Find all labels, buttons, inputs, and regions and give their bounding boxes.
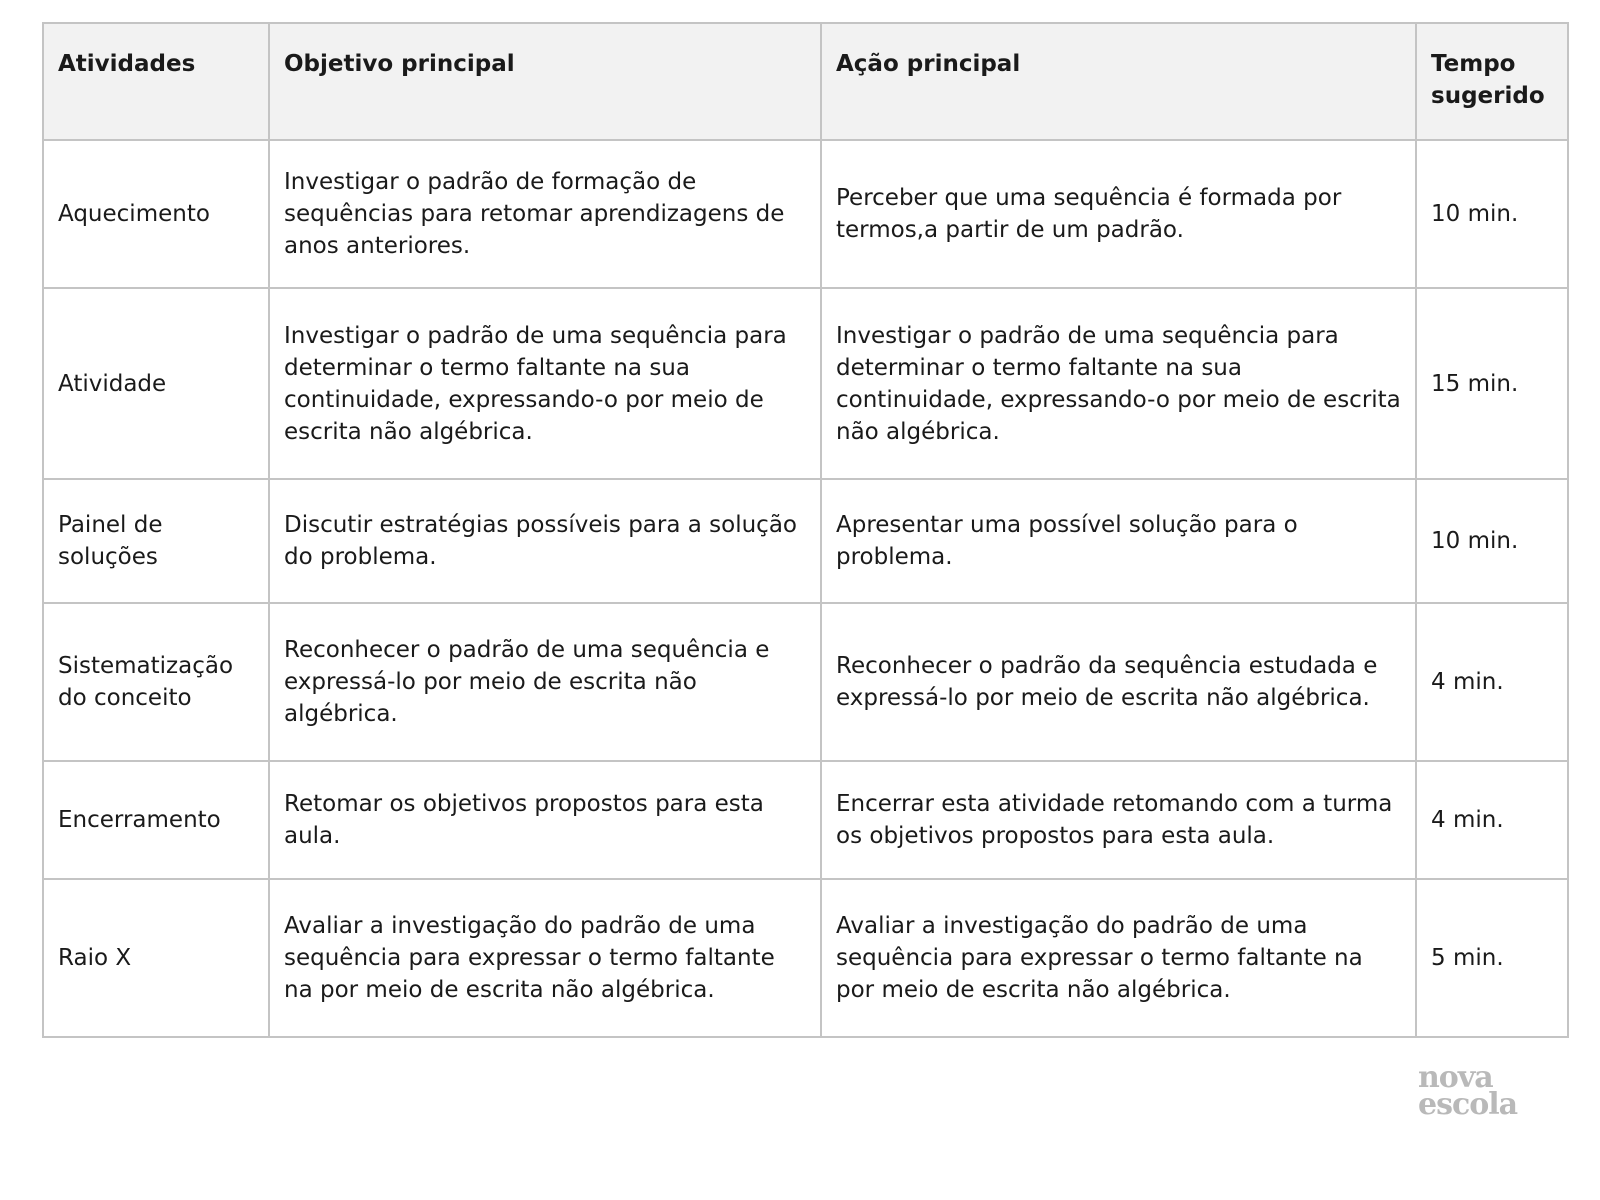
lesson-plan-table bbox=[42, 22, 1569, 1038]
table-row bbox=[43, 288, 1568, 479]
logo-line-nova: nova bbox=[1418, 1060, 1493, 1095]
cell-acao: Apresentar uma possível solução para o problema. bbox=[821, 479, 1416, 603]
cell-atividade: Painel de soluções bbox=[43, 479, 269, 603]
nova-escola-logo bbox=[1418, 1060, 1538, 1122]
header-objetivo-principal: Objetivo principal bbox=[269, 23, 821, 140]
cell-objetivo: Retomar os objetivos propostos para esta aula. bbox=[269, 761, 821, 879]
header-atividades: Atividades bbox=[43, 23, 269, 140]
cell-tempo: 4 min. bbox=[1416, 603, 1568, 761]
header-acao-principal: Ação principal bbox=[821, 23, 1416, 140]
table-row bbox=[43, 140, 1568, 288]
table-row bbox=[43, 879, 1568, 1037]
cell-objetivo: Reconhecer o padrão de uma sequência e expressá-lo por meio de escrita não algébrica. bbox=[269, 603, 821, 761]
cell-acao: Reconhecer o padrão da sequência estudada e expressá-lo por meio de escrita não algébrica. bbox=[821, 603, 1416, 761]
cell-tempo: 5 min. bbox=[1416, 879, 1568, 1037]
cell-atividade: Atividade bbox=[43, 288, 269, 479]
cell-tempo: 4 min. bbox=[1416, 761, 1568, 879]
cell-objetivo: Investigar o padrão de formação de sequências para retomar aprendizagens de anos anteriores. bbox=[269, 140, 821, 288]
logo-line-escola: escola bbox=[1418, 1087, 1518, 1122]
table-row bbox=[43, 603, 1568, 761]
cell-objetivo: Avaliar a investigação do padrão de uma sequência para expressar o termo faltante na por meio de escrita não algébrica. bbox=[269, 879, 821, 1037]
cell-atividade: Encerramento bbox=[43, 761, 269, 879]
header-tempo-sugerido: Tempo sugerido bbox=[1416, 23, 1568, 140]
cell-tempo: 10 min. bbox=[1416, 479, 1568, 603]
cell-objetivo: Discutir estratégias possíveis para a solução do problema. bbox=[269, 479, 821, 603]
cell-tempo: 15 min. bbox=[1416, 288, 1568, 479]
table-row bbox=[43, 479, 1568, 603]
table-row bbox=[43, 761, 1568, 879]
cell-acao: Perceber que uma sequência é formada por termos,a partir de um padrão. bbox=[821, 140, 1416, 288]
cell-acao: Encerrar esta atividade retomando com a turma os objetivos propostos para esta aula. bbox=[821, 761, 1416, 879]
table-header-row bbox=[43, 23, 1568, 140]
cell-objetivo: Investigar o padrão de uma sequência para determinar o termo faltante na sua continuidade, expressando-o por meio de escrita não algébrica. bbox=[269, 288, 821, 479]
cell-tempo: 10 min. bbox=[1416, 140, 1568, 288]
cell-atividade: Raio X bbox=[43, 879, 269, 1037]
cell-atividade: Sistematização do conceito bbox=[43, 603, 269, 761]
cell-acao: Avaliar a investigação do padrão de uma sequência para expressar o termo faltante na por meio de escrita não algébrica. bbox=[821, 879, 1416, 1037]
cell-acao: Investigar o padrão de uma sequência para determinar o termo faltante na sua continuidade, expressando-o por meio de escrita não algébrica. bbox=[821, 288, 1416, 479]
cell-atividade: Aquecimento bbox=[43, 140, 269, 288]
